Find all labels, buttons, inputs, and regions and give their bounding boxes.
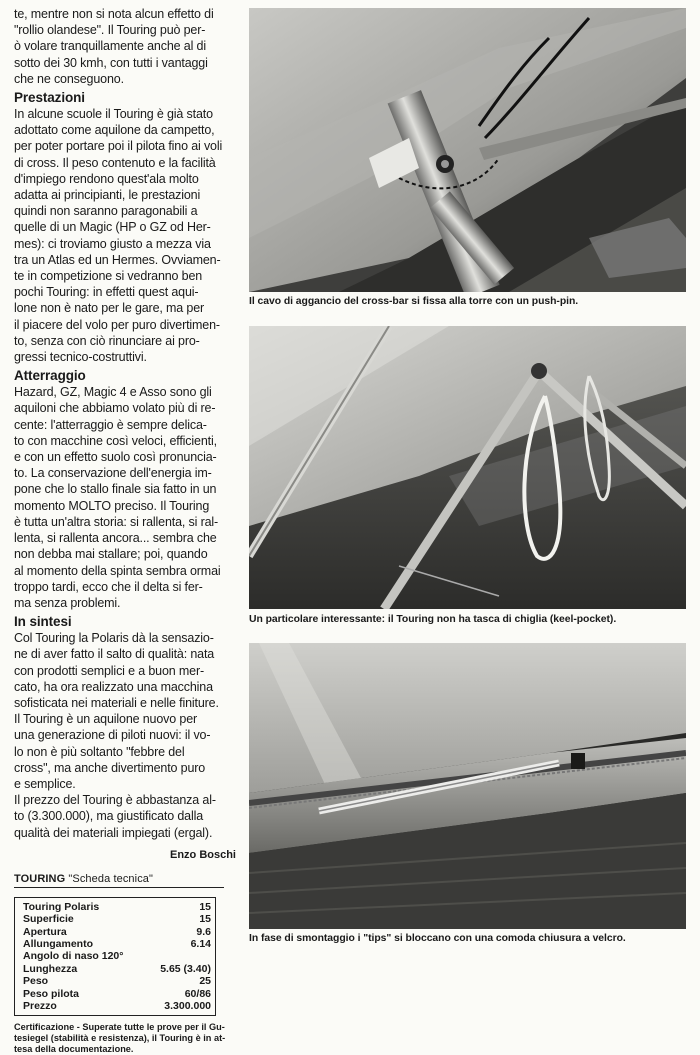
photo-velcro-tips-image [249,643,686,929]
spec-row [23,963,211,975]
spec-row [23,913,211,925]
section-heading-prestazioni: Prestazioni [14,90,85,106]
section-body-prestazioni: In alcune scuole il Touring è già stato adottato come aquilone da campetto, per poter portare poi il pilota fino ai voli di cross. Il peso contenuto e la facilità d'impiego rendono quest'ala molto adatta ai principianti, le prestazioni quindi non saranno paragonabili a quelle di un Magic (HP o GZ od Her- mes): ci troviamo giusto a mezza via tra un Atlas ed un Hermes. Ovviamen- te in competizione si vedranno ben pochi Touring: in effetti quest aqui- lone non è nato per le gare, ma per il piacere del volo per puro divertimen- to, senza con ciò rinunciare ai pro- gressi tecnico-costruttivi. [14,107,223,365]
spec-value: 15 [199,913,211,926]
photo-velcro-tips [249,643,686,929]
spec-label: Allungamento [23,937,93,950]
spec-title-rest: "Scheda tecnica" [65,872,154,885]
spec-row [23,950,211,962]
spec-value: 25 [199,975,211,988]
photo-push-pin-image [249,8,686,292]
spec-row [23,901,211,913]
article-text-column [14,6,236,1055]
photo-keel-pocket [249,326,686,609]
spec-row [23,938,211,950]
spec-value: 3.300.000 [164,1000,211,1012]
section-body-atterraggio: Hazard, GZ, Magic 4 e Asso sono gli aquiloni che abbiamo volato più di re- cente: l'atterraggio è sempre delica- to con macchine così veloci, efficienti, e con un effetto suolo così pronuncia- to. La conservazione dell'energia im- pone che lo stallo finale sia fatto in un momento MOLTO preciso. Il Touring è tutta un'altra storia: si rallenta, si ral- lenta, si rallenta ancora... sembra che non debba mai stallare; poi, quando al momento della spinta sembra ormai troppo tardi, ecco che il delta si fer- ma senza problemi. [14,385,221,610]
spec-row [23,988,211,1000]
spec-label: Prezzo [23,1000,57,1012]
spec-label: Lunghezza [23,962,78,975]
spec-label: Peso [23,975,49,988]
spec-row [23,975,211,987]
intro-paragraph: te, mentre non si nota alcun effetto di "rollio olandese". Il Touring può per- ò volare tranquillamente anche al di sotto dei 30 kmh, con tutti i vantaggi che ne conseguono. [14,7,214,86]
spec-label: Apertura [23,925,67,938]
spec-sheet-box [14,897,216,1017]
spec-row [23,926,211,938]
spec-label: Peso pilota [23,987,80,1000]
spec-row [23,1000,211,1012]
spec-label: Angolo di naso 120° [23,950,124,963]
spec-value: 9.6 [196,925,211,938]
spec-label: Superficie [23,913,74,926]
spec-value: 6.14 [190,937,211,950]
section-body-sintesi: Col Touring la Polaris dà la sensazio- ne di aver fatto il salto di qualità: nata con prodotti semplici e a buon mer- cato, ha ora realizzato una macchina sofisticata nei materiali e nelle finiture. Il Touring è un aquilone nuovo per una generazione di piloti nuovi: il vo- lo non è più soltanto "febbre del cross", ma anche divertimento puro e semplice. Il prezzo del Touring è abbastanza al- to (3.300.000), ma giustificato dalla qualità dei materiali impiegati (ergal). [14,631,219,840]
section-heading-atterraggio: Atterraggio [14,368,86,384]
certification-footnote: Certificazione - Superate tutte le prove per il Gu- tesiegel (stabilità e resistenza), il Touring è in at- tesa della documentazione. [14,1022,226,1055]
spec-value: 15 [199,900,211,913]
section-heading-sintesi: In sintesi [14,614,72,630]
photo-push-pin [249,8,686,292]
photo-caption-keel-pocket: Un particolare interessante: il Touring non ha tasca di chiglia (keel-pocket). [249,614,617,625]
spec-sheet-title [14,873,224,888]
spec-title-bold: TOURING [14,872,66,885]
spec-value: 60/86 [184,987,211,1000]
photo-caption-velcro-tips: In fase di smontaggio i "tips" si bloccano con una comoda chiusura a velcro. [249,933,626,944]
spec-label: Touring Polaris [23,900,100,913]
photo-keel-pocket-image [249,326,686,609]
photo-caption-push-pin: Il cavo di aggancio del cross-bar si fissa alla torre con un push-pin. [249,296,579,307]
spec-value: 5.65 (3.40) [160,962,211,975]
author-signature: Enzo Boschi [169,848,236,861]
